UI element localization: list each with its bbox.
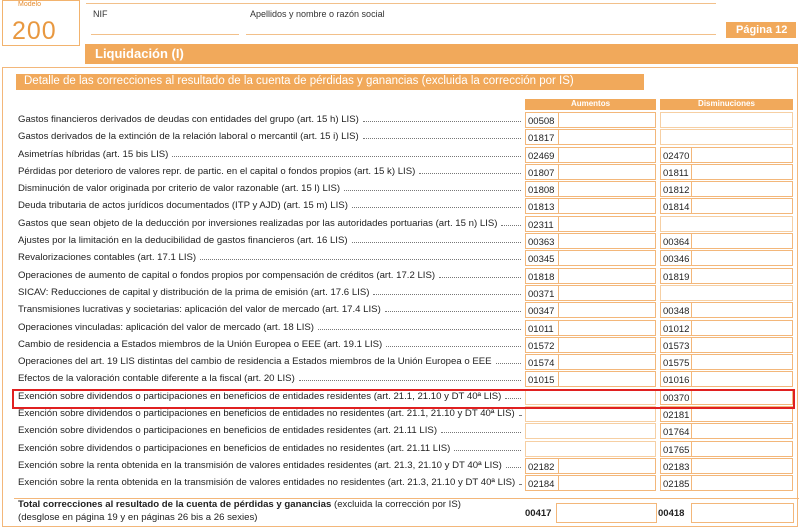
row-leader-dots	[501, 225, 521, 226]
code-aumentos: 01572	[525, 337, 559, 353]
row-leader-dots	[519, 484, 521, 485]
total-label-bold: Total correcciones al resultado de la cuenta de pérdidas y ganancias	[18, 499, 332, 510]
code-aumentos: 01015	[525, 371, 559, 387]
empty-cell-disminuciones	[660, 129, 793, 145]
code-aumentos: 01574	[525, 354, 559, 370]
empty-cell-aumentos	[525, 441, 656, 457]
table-row	[0, 267, 800, 284]
row-leader-dots	[352, 207, 521, 208]
total-code-aumentos: 00417	[525, 508, 552, 519]
code-aumentos: 02182	[525, 458, 559, 474]
total-code-disminuciones: 00418	[658, 508, 685, 519]
code-aumentos: 01011	[525, 320, 559, 336]
code-aumentos: 00347	[525, 302, 559, 318]
row-label: Ajustes por la limitación en la deducibilidad de gastos financieros (art. 16 LIS)	[18, 235, 348, 247]
table-row	[0, 163, 800, 180]
row-label: Gastos derivados de la extinción de la relación laboral o mercantil (art. 15 i) LIS)	[18, 131, 359, 143]
code-disminuciones: 01812	[660, 181, 692, 197]
table-row	[0, 215, 800, 232]
table-row	[0, 146, 800, 163]
table-row	[0, 128, 800, 145]
code-aumentos: 00363	[525, 233, 559, 249]
row-label: Operaciones de aumento de capital o fondos propios por compensación de créditos (art. 17.2 LIS)	[18, 269, 436, 281]
row-leader-dots	[318, 329, 521, 330]
row-leader-dots	[454, 450, 521, 451]
name-label: Apellidos y nombre o razón social	[250, 9, 385, 19]
input-disminuciones[interactable]	[691, 302, 793, 318]
input-aumentos[interactable]	[558, 250, 656, 266]
input-aumentos[interactable]	[558, 302, 656, 318]
section-bar	[85, 44, 798, 64]
row-label: SICAV: Reducciones de capital y distribución de la prima de emisión (art. 17.6 LIS)	[18, 286, 370, 298]
input-disminuciones[interactable]	[691, 320, 793, 336]
empty-cell-disminuciones	[660, 285, 793, 301]
page-indicator: Página 12	[726, 22, 796, 38]
code-disminuciones: 02181	[660, 406, 692, 422]
table-row	[0, 197, 800, 214]
table-row	[0, 353, 800, 370]
row-leader-dots	[373, 294, 521, 295]
modelo-number: 200	[12, 17, 57, 45]
table-row	[0, 319, 800, 336]
input-aumentos[interactable]	[558, 320, 656, 336]
input-disminuciones[interactable]	[691, 147, 793, 163]
code-aumentos: 02311	[525, 216, 559, 232]
table-row	[0, 284, 800, 301]
total-label-suffix: (excluida la corrección por IS)	[331, 499, 461, 510]
highlight-box	[12, 389, 795, 409]
section-title: Liquidación (I)	[95, 46, 184, 61]
column-header-disminuciones: Disminuciones	[660, 99, 793, 110]
table-row	[0, 180, 800, 197]
code-disminuciones: 01573	[660, 337, 692, 353]
input-disminuciones[interactable]	[691, 475, 793, 491]
code-aumentos: 01808	[525, 181, 559, 197]
input-disminuciones[interactable]	[691, 441, 793, 457]
input-disminuciones[interactable]	[691, 354, 793, 370]
row-leader-dots	[439, 277, 521, 278]
input-aumentos[interactable]	[558, 285, 656, 301]
row-label: Exención sobre dividendos o participaciones en beneficios de entidades no residentes (art. 21.1, 21.10 y DT 40ª LIS)	[18, 408, 515, 420]
table-row	[0, 370, 800, 387]
row-label: Pérdidas por deterioro de valores repr. de partic. en el capital o fondos propios (art. 15 k) LIS)	[18, 165, 416, 177]
code-aumentos: 00345	[525, 250, 559, 266]
row-leader-dots	[363, 138, 521, 139]
input-aumentos[interactable]	[558, 458, 656, 474]
row-leader-dots	[299, 380, 521, 381]
input-disminuciones[interactable]	[691, 164, 793, 180]
corrections-table	[0, 111, 800, 492]
code-disminuciones: 01764	[660, 423, 692, 439]
input-disminuciones[interactable]	[691, 181, 793, 197]
code-disminuciones: 02183	[660, 458, 692, 474]
table-row	[0, 232, 800, 249]
row-leader-dots	[352, 242, 521, 243]
input-disminuciones[interactable]	[691, 233, 793, 249]
row-label: Exención sobre la renta obtenida en la transmisión de valores entidades no residentes (art. 21.3, 21.10 y DT 40ª LIS)	[18, 477, 516, 489]
input-disminuciones[interactable]	[691, 371, 793, 387]
row-label: Operaciones vinculadas: aplicación del valor de mercado (art. 18 LIS)	[18, 321, 314, 333]
header-top-line	[86, 3, 716, 4]
input-disminuciones[interactable]	[691, 198, 793, 214]
row-leader-dots	[519, 415, 521, 416]
input-aumentos[interactable]	[558, 268, 656, 284]
row-leader-dots	[172, 156, 521, 157]
total-note: (desglose en página 19 y en páginas 26 bis a 26 sexies)	[18, 512, 258, 523]
code-disminuciones: 01814	[660, 198, 692, 214]
input-aumentos[interactable]	[558, 337, 656, 353]
code-disminuciones: 02185	[660, 475, 692, 491]
nif-label: NIF	[93, 9, 108, 19]
code-aumentos: 01807	[525, 164, 559, 180]
input-disminuciones[interactable]	[691, 268, 793, 284]
row-label: Deuda tributaria de actos jurídicos documentados (ITP y AJD) (art. 15 m) LIS)	[18, 200, 348, 212]
empty-cell-aumentos	[525, 423, 656, 439]
code-disminuciones: 00364	[660, 233, 692, 249]
code-disminuciones: 00346	[660, 250, 692, 266]
code-disminuciones: 00348	[660, 302, 692, 318]
row-leader-dots	[506, 467, 521, 468]
row-label: Revalorizaciones contables (art. 17.1 LIS)	[18, 252, 197, 264]
total-row	[14, 496, 799, 526]
code-disminuciones: 01012	[660, 320, 692, 336]
total-label	[18, 499, 461, 510]
input-disminuciones[interactable]	[691, 250, 793, 266]
row-leader-dots	[419, 173, 521, 174]
input-aumentos[interactable]	[558, 129, 656, 145]
total-field-aumentos[interactable]	[556, 503, 657, 523]
empty-cell-disminuciones	[660, 216, 793, 232]
row-leader-dots	[385, 311, 521, 312]
input-aumentos[interactable]	[558, 181, 656, 197]
input-aumentos[interactable]	[558, 475, 656, 491]
row-leader-dots	[363, 121, 521, 122]
table-title: Detalle de las correcciones al resultado de la cuenta de pérdidas y ganancias (excluida la corrección por IS)	[16, 74, 644, 90]
total-field-disminuciones[interactable]	[691, 503, 794, 523]
code-disminuciones: 01575	[660, 354, 692, 370]
code-disminuciones: 01819	[660, 268, 692, 284]
code-aumentos: 02469	[525, 147, 559, 163]
row-leader-dots	[200, 259, 521, 260]
table-row	[0, 457, 800, 474]
name-field[interactable]	[246, 20, 716, 35]
code-aumentos: 01818	[525, 268, 559, 284]
code-disminuciones: 01765	[660, 441, 692, 457]
table-row	[0, 422, 800, 439]
row-label: Exención sobre dividendos o participaciones en beneficios de entidades residentes (art. 21.11 LIS)	[18, 425, 438, 437]
modelo-label: Modelo	[18, 1, 41, 8]
table-row	[0, 336, 800, 353]
input-disminuciones[interactable]	[691, 423, 793, 439]
empty-cell-disminuciones	[660, 112, 793, 128]
code-disminuciones: 00370	[660, 389, 692, 405]
row-leader-dots	[441, 432, 521, 433]
code-aumentos: 01817	[525, 129, 559, 145]
row-label: Exención sobre dividendos o participaciones en beneficios de entidades no residentes (art. 21.11 LIS)	[18, 442, 451, 454]
input-aumentos[interactable]	[558, 233, 656, 249]
input-aumentos[interactable]	[558, 164, 656, 180]
table-row	[0, 474, 800, 491]
table-row	[0, 301, 800, 318]
code-disminuciones: 01811	[660, 164, 692, 180]
row-label: Cambio de residencia a Estados miembros de la Unión Europea o EEE (art. 19.1 LIS)	[18, 338, 383, 350]
row-label: Gastos que sean objeto de la deducción por inversiones realizadas por las autoridades portuarias (art. 15 n) LIS)	[18, 217, 498, 229]
row-label: Exención sobre dividendos o participaciones en beneficios de entidades residentes (art. 21.1, 21.10 y DT 40ª LIS)	[18, 390, 502, 402]
code-aumentos: 00371	[525, 285, 559, 301]
table-row	[0, 440, 800, 457]
input-aumentos[interactable]	[558, 216, 656, 232]
column-header-aumentos: Aumentos	[525, 99, 656, 110]
row-label: Efectos de la valoración contable diferente a la fiscal (art. 20 LIS)	[18, 373, 295, 385]
row-label: Exención sobre la renta obtenida en la transmisión de valores entidades residentes (art. 21.3, 21.10 y DT 40ª LIS)	[18, 459, 502, 471]
row-label: Asimetrías híbridas (art. 15 bis LIS)	[18, 148, 169, 160]
input-aumentos[interactable]	[558, 147, 656, 163]
code-disminuciones: 02470	[660, 147, 692, 163]
table-row	[0, 249, 800, 266]
row-leader-dots	[344, 190, 521, 191]
code-aumentos: 00508	[525, 112, 559, 128]
row-label: Operaciones del art. 19 LIS distintas del cambio de residencia a Estados miembros de la Unión Europea o EEE	[18, 356, 492, 368]
input-disminuciones[interactable]	[691, 458, 793, 474]
row-label: Transmisiones lucrativas y societarias: aplicación del valor de mercado (art. 17.4 LIS)	[18, 304, 381, 316]
table-row	[0, 111, 800, 128]
row-leader-dots	[386, 346, 521, 347]
input-aumentos[interactable]	[558, 371, 656, 387]
input-aumentos[interactable]	[558, 112, 656, 128]
row-label: Gastos financieros derivados de deudas con entidades del grupo (art. 15 h) LIS)	[18, 114, 359, 125]
code-aumentos: 01813	[525, 198, 559, 214]
nif-field[interactable]	[91, 20, 239, 35]
input-disminuciones[interactable]	[691, 337, 793, 353]
code-aumentos: 02184	[525, 475, 559, 491]
row-leader-dots	[496, 363, 521, 364]
code-disminuciones: 01016	[660, 371, 692, 387]
row-label: Disminución de valor originada por criterio de valor razonable (art. 15 l) LIS)	[18, 183, 341, 195]
input-aumentos[interactable]	[558, 354, 656, 370]
input-aumentos[interactable]	[558, 198, 656, 214]
